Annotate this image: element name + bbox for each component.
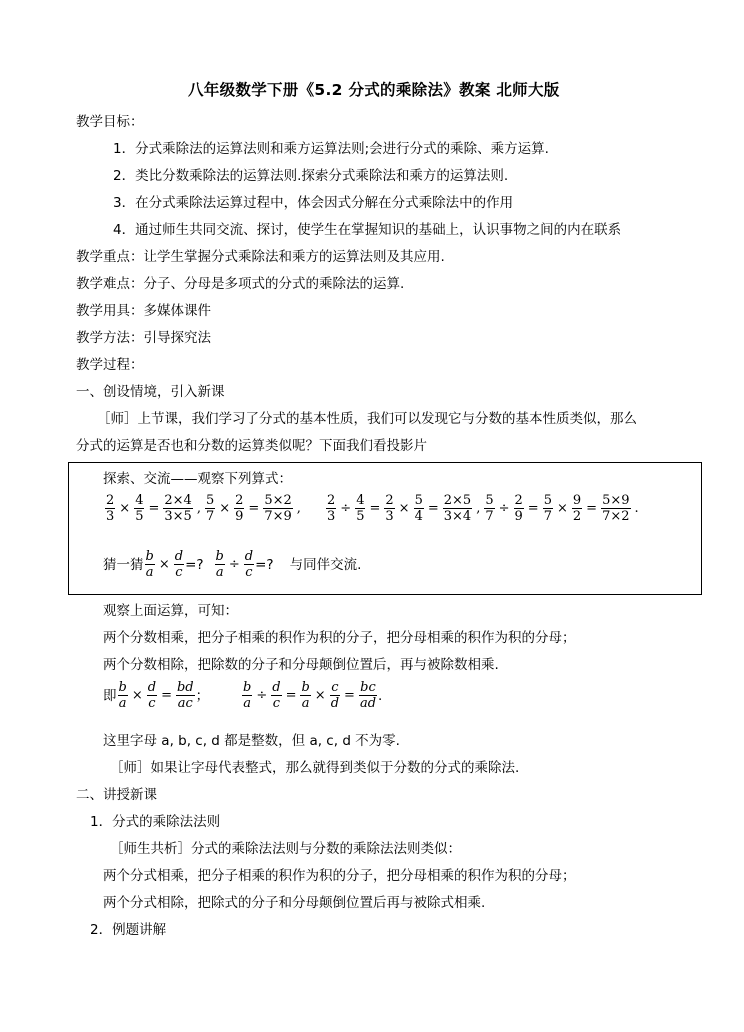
rule-fraction-multiply: 两个分数相乘，把分子相乘的积作为积的分子，把分母相乘的积作为积的分母； xyxy=(103,630,576,646)
section-1-heading: 一、创设情境，引入新课 xyxy=(76,384,225,400)
rule-fraction-divide: 两个分数相除，把除数的分子和分母颠倒位置后，再与被除数相乘. xyxy=(103,657,499,673)
para-1-line-1: ［师］上节课，我们学习了分式的基本性质，我们可以发现它与分数的基本性质类似，那么 xyxy=(97,411,637,427)
goals-label: 教学目标： xyxy=(76,114,144,130)
rule-expression-multiply: 两个分式相乘，把分子相乘的积作为积的分子，把分母相乘的积作为积的分母； xyxy=(103,868,576,884)
difficulty: 教学难点：分子、分母是多项式的分式的乘除法的运算. xyxy=(76,276,405,292)
fraction-divide-example: $\frac{2}{3}$ ÷ $\frac{4}{5}$ = $\frac{2}{3}$ × $\frac{5}{4}$ = $\frac{2\times 5}{3\times 4}$ , $\frac{5}{7}$ ÷ $\frac{2}{9}$ = $\frac{5}{7}$ × $\frac{9}{2}$ = $\frac{5\times 9}{7\times 2}$ . xyxy=(327,493,639,524)
share-text: 与同伴交流. xyxy=(289,556,362,573)
goal-1: 1．分式乘除法的运算法则和乘方运算法则;会进行分式的乘除、乘方运算. xyxy=(113,141,549,157)
guess-line: 猜一猜 $\frac{b}{a}$ × $\frac{d}{c}$ =? $\frac{b}{a}$ ÷ $\frac{d}{c}$ =? 与同伴交流. xyxy=(103,549,362,580)
guess-label: 猜一猜 xyxy=(103,556,144,573)
goal-4: 4．通过师生共同交流、探讨，使学生在掌握知识的基础上，认识事物之间的内在联系 xyxy=(113,222,622,238)
ji-label: 即 xyxy=(103,687,117,704)
para-1-line-2: 分式的运算是否也和分数的运算类似呢？下面我们看投影片 xyxy=(76,438,427,454)
goal-2: 2．类比分数乘除法的运算法则.探索分式乘除法和乘方的运算法则. xyxy=(113,168,509,184)
para-2: ［师］如果让字母代表整式，那么就得到类似于分数的分式的乘除法. xyxy=(110,760,520,776)
subsection-2: 2．例题讲解 xyxy=(90,922,167,938)
tools: 教学用具：多媒体课件 xyxy=(76,303,211,319)
subsection-1: 1．分式的乘除法法则 xyxy=(90,814,221,830)
period: . xyxy=(378,687,383,704)
box-heading: 探索、交流——观察下列算式： xyxy=(103,471,292,487)
key-point: 教学重点：让学生掌握分式乘除法和乘方的运算法则及其应用. xyxy=(76,249,445,265)
guess-equals-2: =? xyxy=(255,556,274,573)
projection-box xyxy=(68,462,702,595)
page-title: 八年级数学下册《5.2 分式的乘除法》教案 北师大版 xyxy=(188,81,560,99)
method: 教学方法：引导探究法 xyxy=(76,330,211,346)
process: 教学过程： xyxy=(76,357,144,373)
rule-expression-divide: 两个分式相除，把除式的分子和分母颠倒位置后再与被除式相乘. xyxy=(103,895,486,911)
fraction-multiply-example: $\frac{2}{3}$ × $\frac{4}{5}$ = $\frac{2\times 4}{3\times 5}$ , $\frac{5}{7}$ × $\frac{2}{9}$ = $\frac{5\times 2}{7\times 9}$ , xyxy=(106,493,301,524)
section-2-heading: 二、讲授新课 xyxy=(76,787,157,803)
semicolon: ； xyxy=(195,687,210,704)
letters-note: 这里字母 a, b, c, d 都是整数，但 a, c, d 不为零. xyxy=(103,733,400,749)
goal-3: 3．在分式乘除法运算过程中，体会因式分解在分式乘除法中的作用 xyxy=(113,195,514,211)
guess-equals-1: =? xyxy=(185,556,204,573)
observation: 观察上面运算，可知： xyxy=(103,603,238,619)
general-divide-formula: $\frac{b}{a}$ ÷ $\frac{d}{c}$ = $\frac{b}{a}$ × $\frac{c}{d}$ = $\frac{bc}{ad}$ . xyxy=(243,680,383,711)
para-3: ［师生共析］分式的乘除法法则与分数的乘除法法则类似： xyxy=(110,841,461,857)
general-multiply-formula: 即 $\frac{b}{a}$ × $\frac{d}{c}$ = $\frac{bd}{ac}$ ； xyxy=(103,680,210,711)
